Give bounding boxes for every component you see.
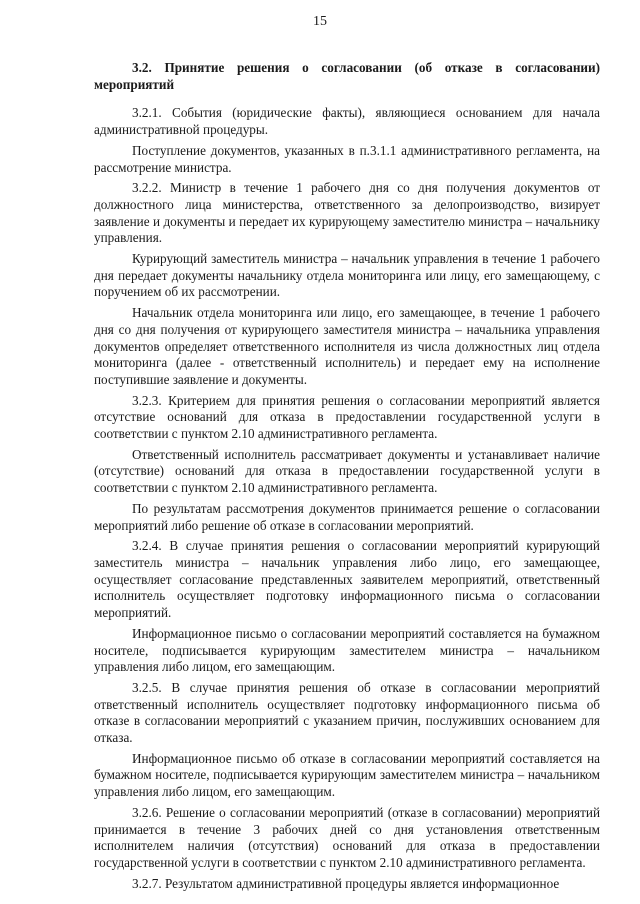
paragraph-3-2-5: 3.2.5. В случае принятия решения об отказе в согласовании мероприятий ответственный исполнитель осуществляет подготовку информационного письма об отказе в согласовании мероприятий с указанием причин, послуживших основанием для отказа. — [94, 679, 600, 746]
paragraph-3-2-1: 3.2.1. События (юридические факты), являющиеся основанием для начала административной процедуры. — [94, 105, 600, 138]
paragraph-3-2-2: 3.2.2. Министр в течение 1 рабочего дня со дня получения документов от должностного лица министерства, ответственного за делопроизводство, визирует заявление и документы и передает их курирующему заместителю министра – начальнику управления. — [94, 180, 600, 246]
paragraph-3-2-6: 3.2.6. Решение о согласовании мероприятий (отказе в согласовании) мероприятий принимается в течение 3 рабочих дней со дня установления ответственным исполнителем наличия (отсутствия) оснований для отказа в предоставлении государственной услуги в соответствии с пунктом 2.10 административного регламента. — [94, 804, 600, 870]
paragraph-receipt: Поступление документов, указанных в п.3.1.1 административного регламента, на рассмотрение министра. — [94, 142, 600, 175]
paragraph-3-2-4: 3.2.4. В случае принятия решения о согласовании мероприятий курирующий заместитель министра – начальник управления либо лицо, его замещающее, осуществляет согласование представленных заявителем мероприятий, ответственный исполнитель осуществляет подготовку информационного письма о согласовании мероприятий. — [94, 538, 600, 621]
page-number: 15 — [313, 14, 327, 29]
paragraph-approval-letter: Информационное письмо о согласовании мероприятий составляется на бумажном носителе, подписывается курирующим заместителем министра – начальником управления либо лицом, его замещающим. — [94, 625, 600, 675]
paragraph-refusal-letter: Информационное письмо об отказе в согласовании мероприятий составляется на бумажном носителе, подписывается курирующим заместителем министра – начальником управления либо лицом, его замещающим. — [94, 750, 600, 800]
paragraph-executor-review: Ответственный исполнитель рассматривает документы и устанавливает наличие (отсутствие) оснований для отказа в предоставлении государственной услуги в соответствии с пунктом 2.10 административного регламента. — [94, 446, 600, 496]
paragraph-decision: По результатам рассмотрения документов принимается решение о согласовании мероприятий либо решение об отказе в согласовании мероприятий. — [94, 500, 600, 533]
paragraph-monitoring-head: Начальник отдела мониторинга или лицо, его замещающее, в течение 1 рабочего дня со дня получения от курирующего заместителя министра – начальника управления документов определяет ответственного исполнителя из числа должностных лиц отдела мониторинга (далее - ответственный исполнитель) и передает ему на исполнение поступившие заявление и документы. — [94, 305, 600, 387]
document-body — [94, 60, 600, 896]
section-heading: 3.2. Принятие решения о согласовании (об отказе в согласовании) мероприятий — [94, 60, 600, 92]
paragraph-3-2-7: 3.2.7. Результатом административной процедуры является информационное — [132, 875, 560, 891]
paragraph-3-2-3: 3.2.3. Критерием для принятия решения о согласовании мероприятий является отсутствие оснований для отказа в предоставлении государственной услуги в соответствии с пунктом 2.10 административного регламента. — [94, 392, 600, 442]
paragraph-deputy: Курирующий заместитель министра – начальник управления в течение 1 рабочего дня передает документы начальнику отдела мониторинга или лицу, его замещающему, с поручением об их рассмотрении. — [94, 251, 600, 300]
